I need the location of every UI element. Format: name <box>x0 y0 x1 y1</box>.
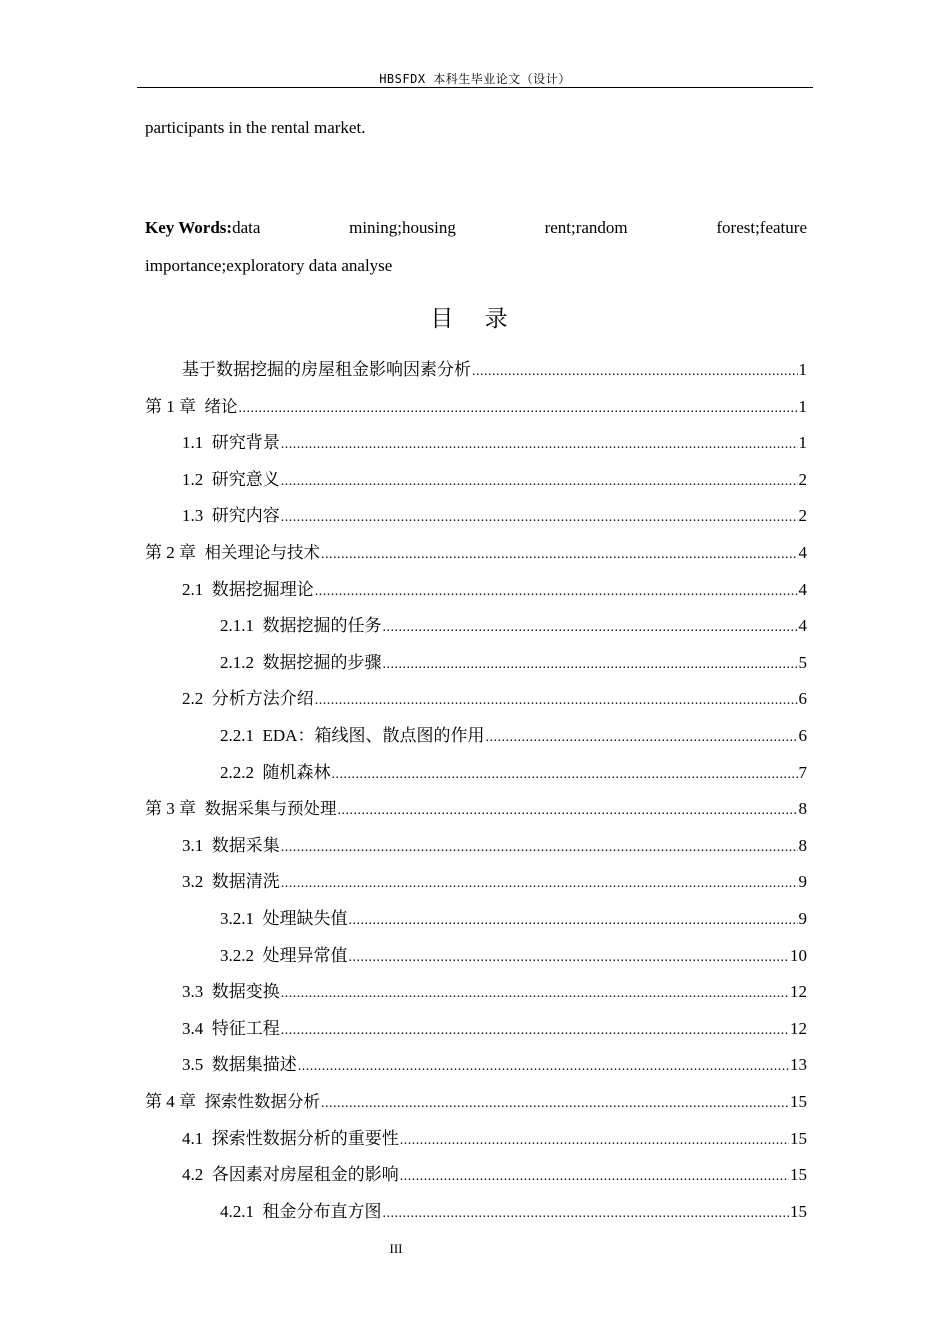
keyword-word: forest;feature <box>716 218 807 237</box>
toc-entry[interactable] <box>182 575 807 597</box>
toc-entry-label: 研究背景 <box>211 433 280 453</box>
toc-entry-label: 处理缺失值 <box>262 909 348 928</box>
toc-entry-label: 绪论 <box>204 396 238 416</box>
page-header: HBSFDX 本科生毕业论文（设计） <box>379 72 571 86</box>
toc-entry-number: 2.1.1 <box>220 616 263 636</box>
toc-leader-dots <box>472 364 798 380</box>
keyword-word: rent;random <box>544 218 628 237</box>
toc-entry-page: 9 <box>798 872 807 892</box>
toc-entry-label: 数据挖掘理论 <box>211 579 314 599</box>
toc-entry-number: 3.1 <box>182 835 212 855</box>
toc-entry-label: 随机森林 <box>262 762 331 782</box>
page-number: III <box>389 1241 403 1256</box>
toc-entry-page: 8 <box>798 799 807 819</box>
toc-leader-dots <box>281 474 798 490</box>
toc-entry-label: 处理异常值 <box>262 945 348 965</box>
toc-leader-dots <box>315 584 798 600</box>
toc-entry-number: 第 1 章 <box>145 396 205 416</box>
toc-entry-number: 1.3 <box>182 506 212 526</box>
toc-leader-dots <box>485 730 797 746</box>
toc-entry-number: 2.2.1 <box>220 726 263 745</box>
toc-entry-label: 研究内容 <box>211 506 280 526</box>
toc-entry-label: 相关理论与技术 <box>204 543 320 562</box>
toc-leader-dots <box>400 1133 789 1149</box>
toc-entry-page: 15 <box>790 1165 807 1185</box>
toc-entry-page: 8 <box>798 835 807 855</box>
toc-entry[interactable] <box>220 721 807 743</box>
toc-entry-page: 1 <box>798 396 807 416</box>
toc-leader-dots <box>321 1096 789 1112</box>
keyword-word: mining;housing <box>349 218 456 237</box>
toc-entry-label: 探索性数据分析 <box>204 1092 320 1111</box>
toc-leader-dots <box>281 876 798 892</box>
toc-entry-number: 第 2 章 <box>145 543 205 562</box>
keywords-first <box>145 218 260 238</box>
toc-leader-dots <box>239 401 798 417</box>
toc-entry-number: 3.2 <box>182 872 212 892</box>
toc-leader-dots <box>281 840 798 856</box>
toc-entry[interactable] <box>182 1014 807 1036</box>
toc-leader-dots <box>332 767 798 783</box>
toc-entry-label: 特征工程 <box>211 1018 280 1038</box>
toc-entry-number: 第 3 章 <box>145 799 205 819</box>
toc-entry[interactable] <box>145 392 807 414</box>
keywords-line <box>145 218 807 238</box>
toc-leader-dots <box>281 437 798 453</box>
toc-leader-dots <box>383 1206 790 1222</box>
toc-leader-dots <box>315 693 798 709</box>
toc-entry[interactable] <box>220 941 807 963</box>
toc-entry[interactable] <box>182 867 807 892</box>
toc-entry-label: EDA：箱线图、散点图的作用 <box>262 726 485 745</box>
toc-entry-page: 15 <box>790 1128 807 1148</box>
toc-entry-page: 13 <box>790 1055 807 1075</box>
toc-entry[interactable] <box>182 1124 807 1146</box>
toc-title: 目 录 <box>430 306 520 332</box>
toc-entry[interactable] <box>220 611 807 636</box>
toc-entry-label: 数据清洗 <box>211 872 280 892</box>
toc-entry-page: 6 <box>798 689 807 709</box>
toc-entry-page: 10 <box>790 945 807 965</box>
toc-leader-dots <box>281 986 789 1002</box>
toc-entry-page: 15 <box>790 1201 807 1221</box>
toc-leader-dots <box>383 657 798 673</box>
toc-entry[interactable] <box>182 1160 807 1185</box>
toc-leader-dots <box>349 913 798 929</box>
toc-entry-number: 2.1 <box>182 579 212 599</box>
toc-leader-dots <box>281 1023 789 1039</box>
toc-leader-dots <box>298 1059 789 1075</box>
toc-entry[interactable] <box>182 355 807 377</box>
toc-entry[interactable] <box>182 501 807 526</box>
toc-entry-page: 5 <box>798 652 807 672</box>
toc-entry-number: 3.2.2 <box>220 945 263 965</box>
toc-entry-number: 2.2.2 <box>220 762 263 782</box>
toc-entry[interactable] <box>182 465 807 487</box>
toc-entry-label: 数据采集与预处理 <box>204 799 337 819</box>
toc-leader-dots <box>338 803 798 819</box>
toc-entry[interactable] <box>182 831 807 853</box>
toc-entry[interactable] <box>220 758 807 780</box>
toc-entry-label: 数据挖掘的任务 <box>262 616 382 636</box>
toc-entry-number: 1.1 <box>182 433 212 453</box>
toc-entry[interactable] <box>145 794 807 819</box>
toc-entry-number: 第 4 章 <box>145 1092 205 1111</box>
toc-entry-page: 9 <box>798 909 807 928</box>
toc-entry-label: 各因素对房屋租金的影响 <box>211 1165 399 1185</box>
toc-entry-label: 研究意义 <box>211 469 280 489</box>
toc-entry[interactable] <box>220 904 807 926</box>
toc-entry-number: 1.2 <box>182 469 212 489</box>
toc-entry[interactable] <box>145 538 807 560</box>
toc-leader-dots <box>281 510 798 526</box>
keywords-line-2: importance;exploratory data analyse <box>145 256 393 275</box>
toc-entry-label: 基于数据挖掘的房屋租金影响因素分析 <box>182 360 471 379</box>
toc-entry[interactable] <box>182 428 807 453</box>
header-rule <box>137 87 813 88</box>
toc-entry-page: 12 <box>790 982 807 1002</box>
toc-entry-page: 7 <box>798 762 807 782</box>
toc-entry-page: 2 <box>798 506 807 526</box>
toc-entry[interactable] <box>182 1050 807 1075</box>
toc-entry[interactable] <box>182 977 807 1002</box>
toc-entry-page: 4 <box>798 543 807 562</box>
toc-entry-page: 6 <box>798 726 807 745</box>
toc-entry-label: 数据集描述 <box>211 1055 297 1075</box>
toc-leader-dots <box>383 620 798 636</box>
toc-entry-label: 探索性数据分析的重要性 <box>211 1128 399 1148</box>
keywords-label: Key Words: <box>145 218 233 237</box>
toc-entry-number: 4.2 <box>182 1165 212 1185</box>
toc-entry-number: 4.2.1 <box>220 1201 263 1221</box>
toc-entry-page: 4 <box>798 616 807 636</box>
toc-entry-label: 数据采集 <box>211 835 280 855</box>
toc-leader-dots <box>321 547 798 563</box>
abstract-tail: participants in the rental market. <box>145 118 366 137</box>
toc-entry-label: 租金分布直方图 <box>262 1201 382 1221</box>
toc-entry-number: 2.2 <box>182 689 212 709</box>
toc-leader-dots <box>400 1169 789 1185</box>
toc-leader-dots <box>349 950 790 966</box>
toc-entry-page: 2 <box>798 469 807 489</box>
toc-entry-number: 3.3 <box>182 982 212 1002</box>
toc-entry[interactable] <box>220 648 807 670</box>
toc-entry-number: 3.4 <box>182 1018 212 1038</box>
toc-entry-page: 1 <box>798 433 807 453</box>
toc-entry-number: 2.1.2 <box>220 652 263 672</box>
keyword-word: data <box>232 218 261 237</box>
toc-entry-number: 3.2.1 <box>220 909 263 928</box>
toc-entry[interactable] <box>145 1087 807 1109</box>
toc-entry-number: 4.1 <box>182 1128 212 1148</box>
toc-entry-number: 3.5 <box>182 1055 212 1075</box>
toc-entry[interactable] <box>220 1197 807 1219</box>
toc-entry-label: 数据变换 <box>211 982 280 1002</box>
toc-entry-page: 4 <box>798 579 807 599</box>
toc-entry-label: 数据挖掘的步骤 <box>262 652 382 672</box>
toc-entry[interactable] <box>182 684 807 709</box>
toc-entry-page: 15 <box>790 1092 807 1111</box>
toc-entry-label: 分析方法介绍 <box>211 689 314 709</box>
toc-entry-page: 1 <box>798 360 807 379</box>
toc-entry-page: 12 <box>790 1018 807 1038</box>
